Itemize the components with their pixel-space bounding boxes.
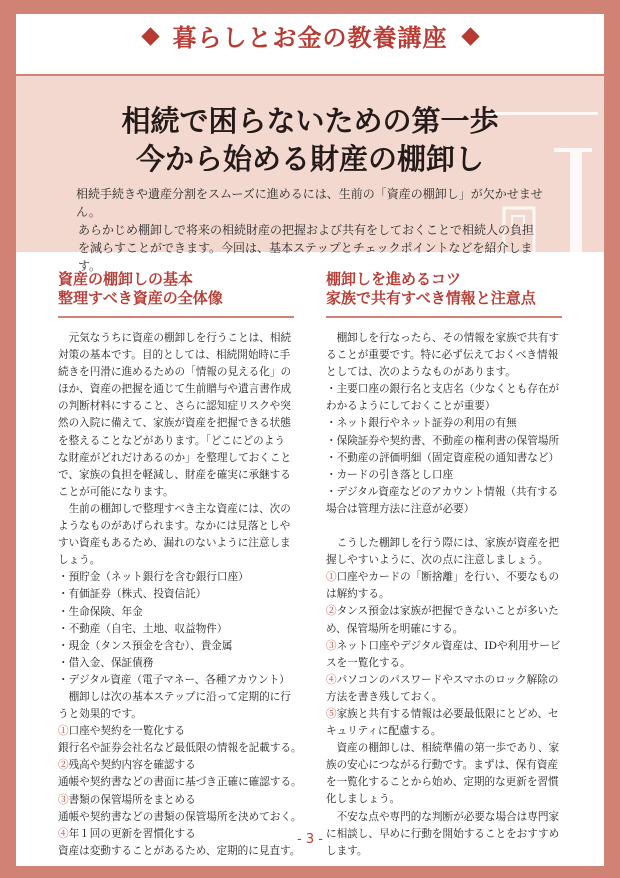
- point-item: [326, 672, 562, 706]
- right-paragraph-1: 棚卸しを行なったら、その情報を家族で共有することが重要です。特に必ず伝えておくべき情報としては、次のようなものがあります。: [326, 332, 560, 379]
- share-list-item: ・主要口座の銀行名と支店名（少なくとも存在がわかるようにしておくことが重要）: [326, 383, 560, 413]
- step-number: ②: [58, 759, 69, 772]
- point-item: [326, 706, 562, 740]
- left-paragraph-3: 棚卸しは次の基本ステップに沿って定期的に行うと効果的です。: [58, 690, 291, 721]
- step-number: ③: [58, 793, 69, 806]
- point-number: ④: [326, 673, 337, 686]
- step-description: 通帳や契約書などの書面に基づき正確に確認する。: [58, 776, 302, 789]
- point-number: ②: [326, 605, 337, 618]
- intro-line-1: 相続手続きや遺産分割をスムーズに進めるには、生前の「資産の棚卸し」が欠かせません。: [76, 187, 543, 219]
- right-paragraph-4: 不安な点や専門的な判断が必要な場合は専門家に相談し、早めに行動を開始することをおすすめします。: [326, 810, 560, 857]
- step-title: [58, 757, 294, 774]
- step-title-text: 残高や契約内容を確認する: [68, 759, 196, 772]
- point-item: [326, 638, 562, 672]
- asset-list-item: ・現金（タンス預金を含む）、貴金属: [58, 639, 233, 652]
- asset-list-item: ・有価証券（株式、投資信託）: [58, 588, 207, 601]
- page-number: - 3 -: [297, 832, 323, 847]
- left-body: [58, 330, 302, 860]
- point-text: 家族と共有する情報は必要最低限にとどめ、セキュリティに配慮する。: [326, 707, 559, 738]
- share-list-item: ・デジタル資産などのアカウント情報（共有する場合は管理方法に注意が必要）: [326, 485, 559, 515]
- step-title-text: 書類の保管場所をまとめる: [68, 793, 196, 806]
- step-title: [58, 723, 294, 740]
- step-title: [58, 792, 294, 809]
- asset-list-item: ・預貯金（ネット銀行を含む銀行口座）: [58, 571, 249, 584]
- step-description: 資産は変動することがあるため、定期的に見直す。: [58, 844, 301, 857]
- right-heading-line-2: 家族で共有すべき情報と注意点: [326, 289, 536, 307]
- step-title-text: 年１回の更新を習慣化する: [68, 827, 196, 840]
- asset-list-item: ・生命保険、年金: [58, 605, 143, 618]
- right-paragraph-2: こうした棚卸しを行う際には、家族が資産を把握しやすいように、次の点に注意しましょう。: [326, 537, 560, 567]
- share-list-item: ・ネット銀行やネット証券の利用の有無: [326, 417, 517, 430]
- left-paragraph-2: 生前の棚卸しで整理すべき主な資産には、次のようなものがあげられます。なかには見落としやすい資産もあるため、漏れのないように注意しましょう。: [58, 502, 291, 567]
- step-number: ①: [58, 725, 69, 738]
- asset-list-item: ・不動産（自宅、土地、収益物件）: [58, 622, 228, 635]
- headline: [0, 102, 620, 178]
- step-description: 通帳や契約書などの書類の保管場所を決めておく。: [58, 810, 302, 823]
- right-body: [326, 330, 562, 860]
- series-title: [0, 18, 620, 53]
- paragraph-gap: [326, 518, 562, 535]
- right-paragraph-3: 資産の棚卸しは、相続準備の第一歩であり、家族の安心につながる行動です。まずは、保有資産を一覧化することから始め、定期的な更新を習慣化しましょう。: [326, 742, 560, 806]
- share-list-item: ・保険証券や契約書、不動産の権利書の保管場所: [326, 434, 560, 447]
- share-list-item: ・カードの引き落とし口座: [326, 468, 454, 481]
- step-title-text: 口座や契約を一覧化する: [68, 725, 186, 738]
- intro-line-3: を減らすことができます。今回は、基本ステップとチェックポイントなどを紹介します。: [78, 241, 533, 273]
- point-number: ①: [326, 571, 337, 584]
- intro-line-2: あらかじめ棚卸しで将来の相続財産の把握および共有をしておくことで相続人の負担: [78, 223, 535, 237]
- point-text: ネット口座やデジタル資産は、IDや利用サービスを一覧化する。: [326, 639, 561, 669]
- right-column: [326, 270, 562, 860]
- point-item: [326, 569, 562, 603]
- left-heading-line-1: 資産の棚卸しの基本: [58, 270, 194, 288]
- point-number: ③: [326, 639, 337, 652]
- intro-paragraph: [78, 185, 548, 275]
- point-text: パソコンのパスワードやスマホのロック解除の方法を書き残しておく。: [326, 673, 559, 703]
- asset-list-item: ・借入金、保証債務: [58, 656, 154, 669]
- headline-line-2: 今から始める財産の棚卸し: [135, 142, 484, 176]
- point-text: 口座やカードの「断捨離」を行い、不要なものは解約する。: [326, 571, 560, 601]
- right-heading-line-1: 棚卸しを進めるコツ: [326, 270, 462, 288]
- diamond-icon: [141, 27, 159, 45]
- diamond-icon: [461, 27, 479, 45]
- left-paragraph-1: 元気なうちに資産の棚卸しを行うことは、相続対策の基本です。目的としては、相続開始時に手続きを円滑に進めるための「情報の見える化」のほか、資産の把握を通じて生前贈与や遺言書作成の判断材料にすること、さらに認知症リスクや突然の入院に備えて、家族が資産を把握できる状態を整えることなどがあります。「どこにどのような財産がどれだけあるのか」を整理しておくことで、家族の負担を軽減し、財産を確実に承継することが可能になります。: [58, 332, 292, 498]
- left-heading-line-2: 整理すべき資産の全体像: [58, 289, 223, 307]
- step-number: ④: [58, 827, 69, 840]
- asset-list-item: ・デジタル資産（電子マネー、各種アカウント）: [58, 673, 290, 686]
- left-section-heading: [58, 270, 294, 318]
- right-section-heading: [326, 270, 562, 318]
- point-item: [326, 603, 562, 637]
- left-column: [58, 270, 302, 860]
- share-list-item: ・不動産の評価明細（固定資産税の通知書など）: [326, 451, 560, 464]
- series-title-text: 暮らしとお金の教養講座: [172, 24, 448, 52]
- point-number: ⑤: [326, 707, 337, 720]
- step-description: 銀行名や証券会社名など最低限の情報を記載する。: [58, 742, 302, 755]
- point-text: タンス預金は家族が把握できないことが多いため、保管場所を明確にする。: [326, 605, 559, 635]
- headline-line-1: 相続で困らないための第一歩: [121, 104, 499, 138]
